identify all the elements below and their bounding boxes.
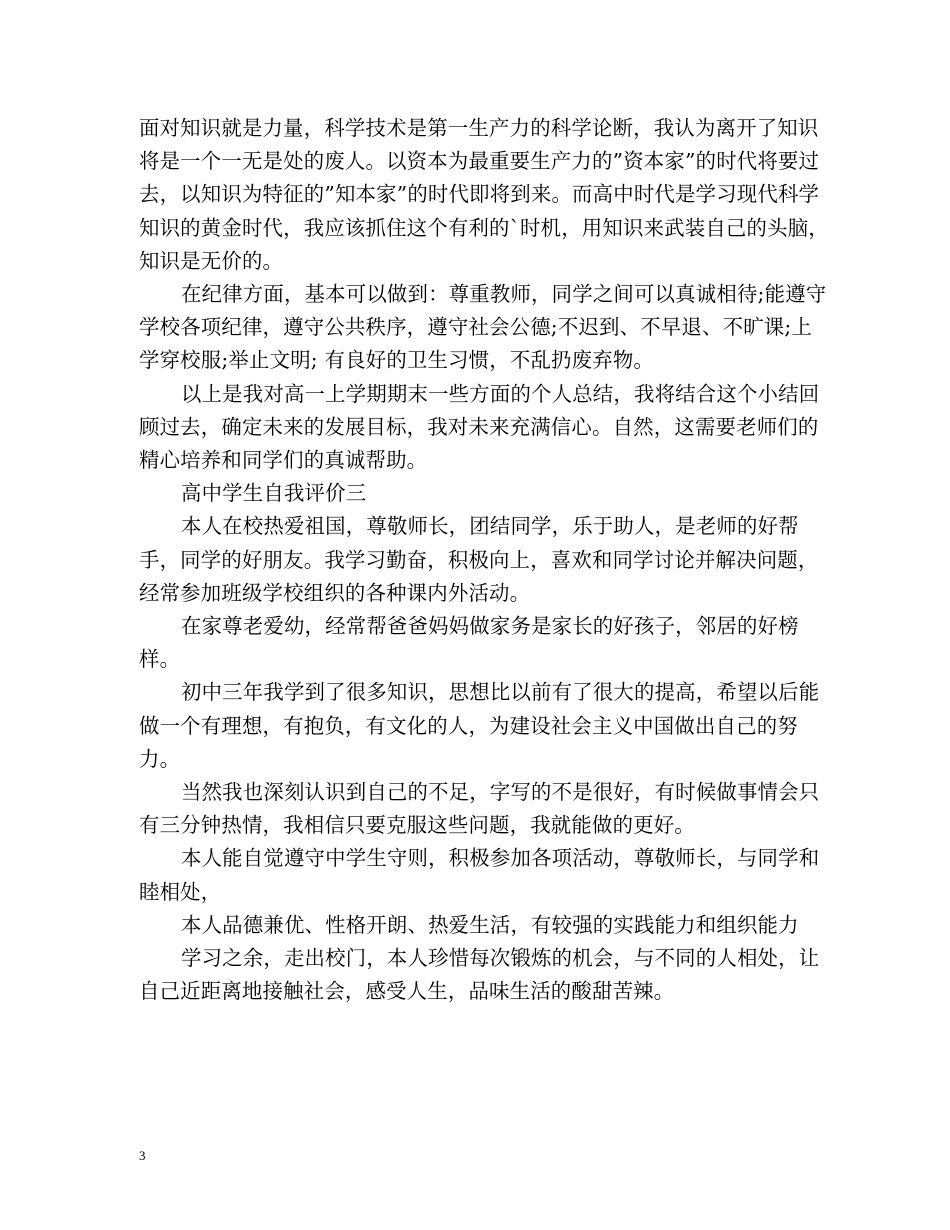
page-number: 3 <box>139 1148 146 1163</box>
paragraph: 以上是我对高一上学期期末一些方面的个人总结，我将结合这个小结回顾过去，确定未来的发展目标，我对未来充满信心。自然，这需要老师们的精心培养和同学们的真诚帮助。 <box>139 381 820 473</box>
paragraph: 在家尊老爱幼，经常帮爸爸妈妈做家务是家长的好孩子，邻居的好榜样。 <box>139 614 799 672</box>
paragraph: 在纪律方面，基本可以做到：尊重教师，同学之间可以真诚相待;能遵守学校各项纪律，遵守公共秩序，遵守社会公德;不迟到、不早退、不旷课;上学穿校服;举止文明; 有良好的卫生习惯，不乱扔废弃物。 <box>139 282 827 373</box>
paragraph: 面对知识就是力量，科学技术是第一生产力的科学论断，我认为离开了知识将是一个一无是处的废人。以资本为最重要生产力的”资本家”的时代将要过去，以知识为特征的”知本家”的时代即将到来。而高中时代是学习现代科学知识的黄金时代，我应该抓住这个有利的`时机，用知识来武装自己的头脑，知识是无价的。 <box>139 116 829 273</box>
document-body <box>139 112 829 1008</box>
paragraph: 本人品德兼优、性格开朗、热爱生活，有较强的实践能力和组织能力 <box>181 912 799 937</box>
paragraph: 当然我也深刻认识到自己的不足，字写的不是很好，有时候做事情会只有三分钟热情，我相信只要克服这些问题，我就能做的更好。 <box>139 780 820 838</box>
paragraph: 初中三年我学到了很多知识，思想比以前有了很大的提高，希望以后能做一个有理想，有抱负，有文化的人，为建设社会主义中国做出自己的努力。 <box>139 680 820 771</box>
paragraph: 学习之余，走出校门，本人珍惜每次锻炼的机会，与不同的人相处，让自己近距离地接触社会，感受人生，品味生活的酸甜苦辣。 <box>139 946 820 1004</box>
paragraph: 本人在校热爱祖国，尊敬师长，团结同学，乐于助人，是老师的好帮手，同学的好朋友。我学习勤奋，积极向上，喜欢和同学讨论并解决问题，经常参加班级学校组织的各种课内外活动。 <box>139 514 819 605</box>
section-heading: 高中学生自我评价三 <box>181 481 367 506</box>
paragraph: 本人能自觉遵守中学生守则，积极参加各项活动，尊敬师长，与同学和睦相处， <box>139 846 820 904</box>
